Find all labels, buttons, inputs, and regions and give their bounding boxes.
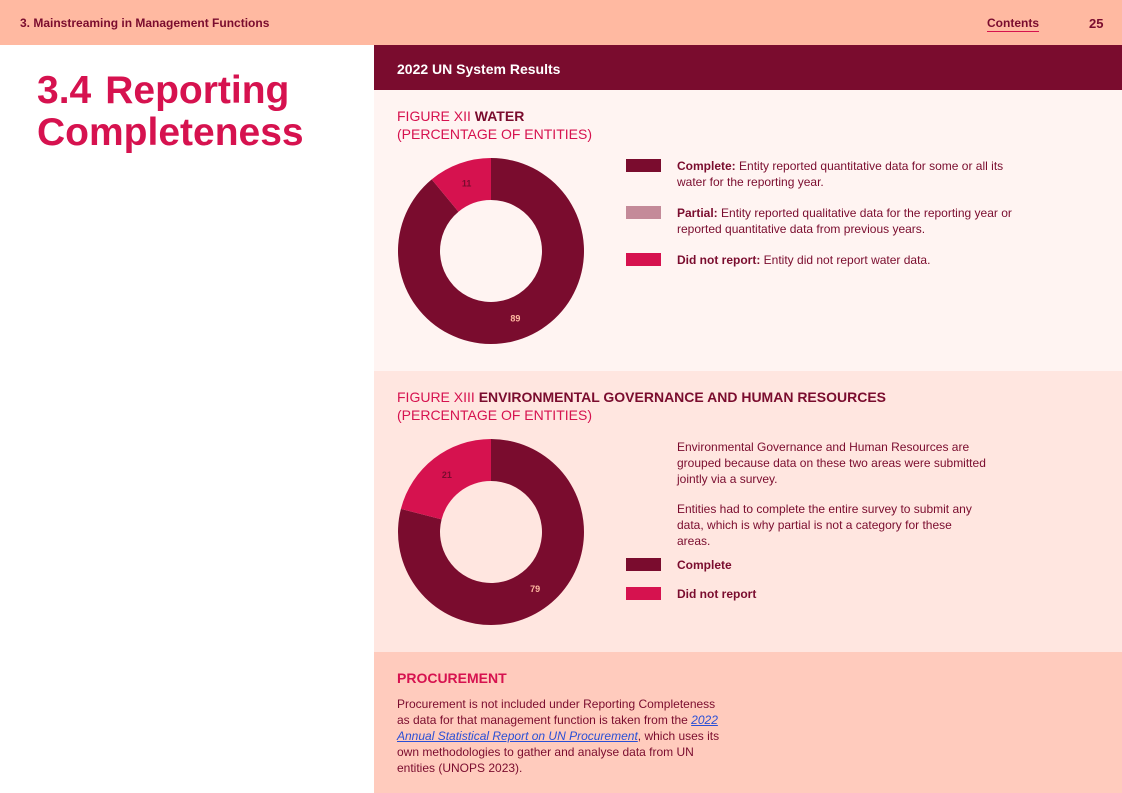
legend-term: Partial: <box>677 206 718 220</box>
governance-donut-chart <box>396 437 586 627</box>
procurement-text <box>397 696 727 776</box>
legend-term: Complete <box>677 558 732 572</box>
water-figure-label: FIGURE XII <box>397 108 471 124</box>
governance-figure-name: ENVIRONMENTAL GOVERNANCE AND HUMAN RESOURCES <box>478 389 887 405</box>
procurement-title: PROCUREMENT <box>397 670 507 686</box>
water-figure-title <box>397 107 592 143</box>
procurement-text-before: Procurement is not included under Reporting Completeness as data for that management function is taken from the <box>397 697 716 727</box>
water-donut-chart <box>396 156 586 346</box>
legend-swatch-complete <box>626 558 661 571</box>
governance-panel <box>374 371 1122 652</box>
governance-figure-label: FIGURE XIII <box>397 389 475 405</box>
legend-desc: Entity did not report water data. <box>763 253 931 267</box>
page-title <box>37 70 304 154</box>
governance-note-2: Entities had to complete the entire survey to submit any data, which is why partial is not a category for these areas. <box>677 502 972 548</box>
procurement-panel <box>374 652 1122 793</box>
legend-term: Did not report: <box>677 253 761 267</box>
section-title: 3. Mainstreaming in Management Functions <box>20 16 270 30</box>
governance-figure-title <box>397 388 886 424</box>
contents-link[interactable]: Contents <box>987 16 1039 30</box>
results-header <box>374 45 1122 90</box>
legend-swatch-complete <box>626 159 661 172</box>
legend-swatch-did-not-report <box>626 253 661 266</box>
donut-value-label: 21 <box>441 470 452 481</box>
water-figure-subtitle: (PERCENTAGE OF ENTITIES) <box>397 126 592 142</box>
top-bar <box>0 0 1122 45</box>
water-panel <box>374 90 1122 371</box>
page-title-number: 3.4 <box>37 69 92 112</box>
donut-value-label: 79 <box>530 583 541 594</box>
water-figure-name: WATER <box>474 108 525 124</box>
legend-swatch-partial <box>626 206 661 219</box>
legend-term: Complete: <box>677 159 736 173</box>
page-title-line1: Reporting <box>105 69 290 112</box>
legend-desc: Entity reported quantitative data for some or all its water for the reporting year. <box>677 159 1004 189</box>
results-header-label: 2022 UN System Results <box>397 61 561 77</box>
donut-value-label: 11 <box>461 178 472 189</box>
page-title-line2: Completeness <box>37 111 304 154</box>
procurement-text-after: , which uses its own methodologies to gather and analyse data from UN entities (UNOPS 2023). <box>397 729 720 775</box>
legend-swatch-did-not-report <box>626 587 661 600</box>
governance-figure-subtitle: (PERCENTAGE OF ENTITIES) <box>397 407 592 423</box>
page-number: 25 <box>1089 16 1104 31</box>
legend-term: Did not report <box>677 587 757 601</box>
governance-note-1: Environmental Governance and Human Resources are grouped because data on these two areas were submitted jointly via a survey. <box>677 440 986 486</box>
legend-desc: Entity reported qualitative data for the reporting year or reported quantitative data from previous years. <box>677 206 1012 236</box>
donut-value-label: 89 <box>510 313 521 324</box>
procurement-report-link[interactable]: 2022 Annual Statistical Report on UN Procurement <box>397 713 718 743</box>
